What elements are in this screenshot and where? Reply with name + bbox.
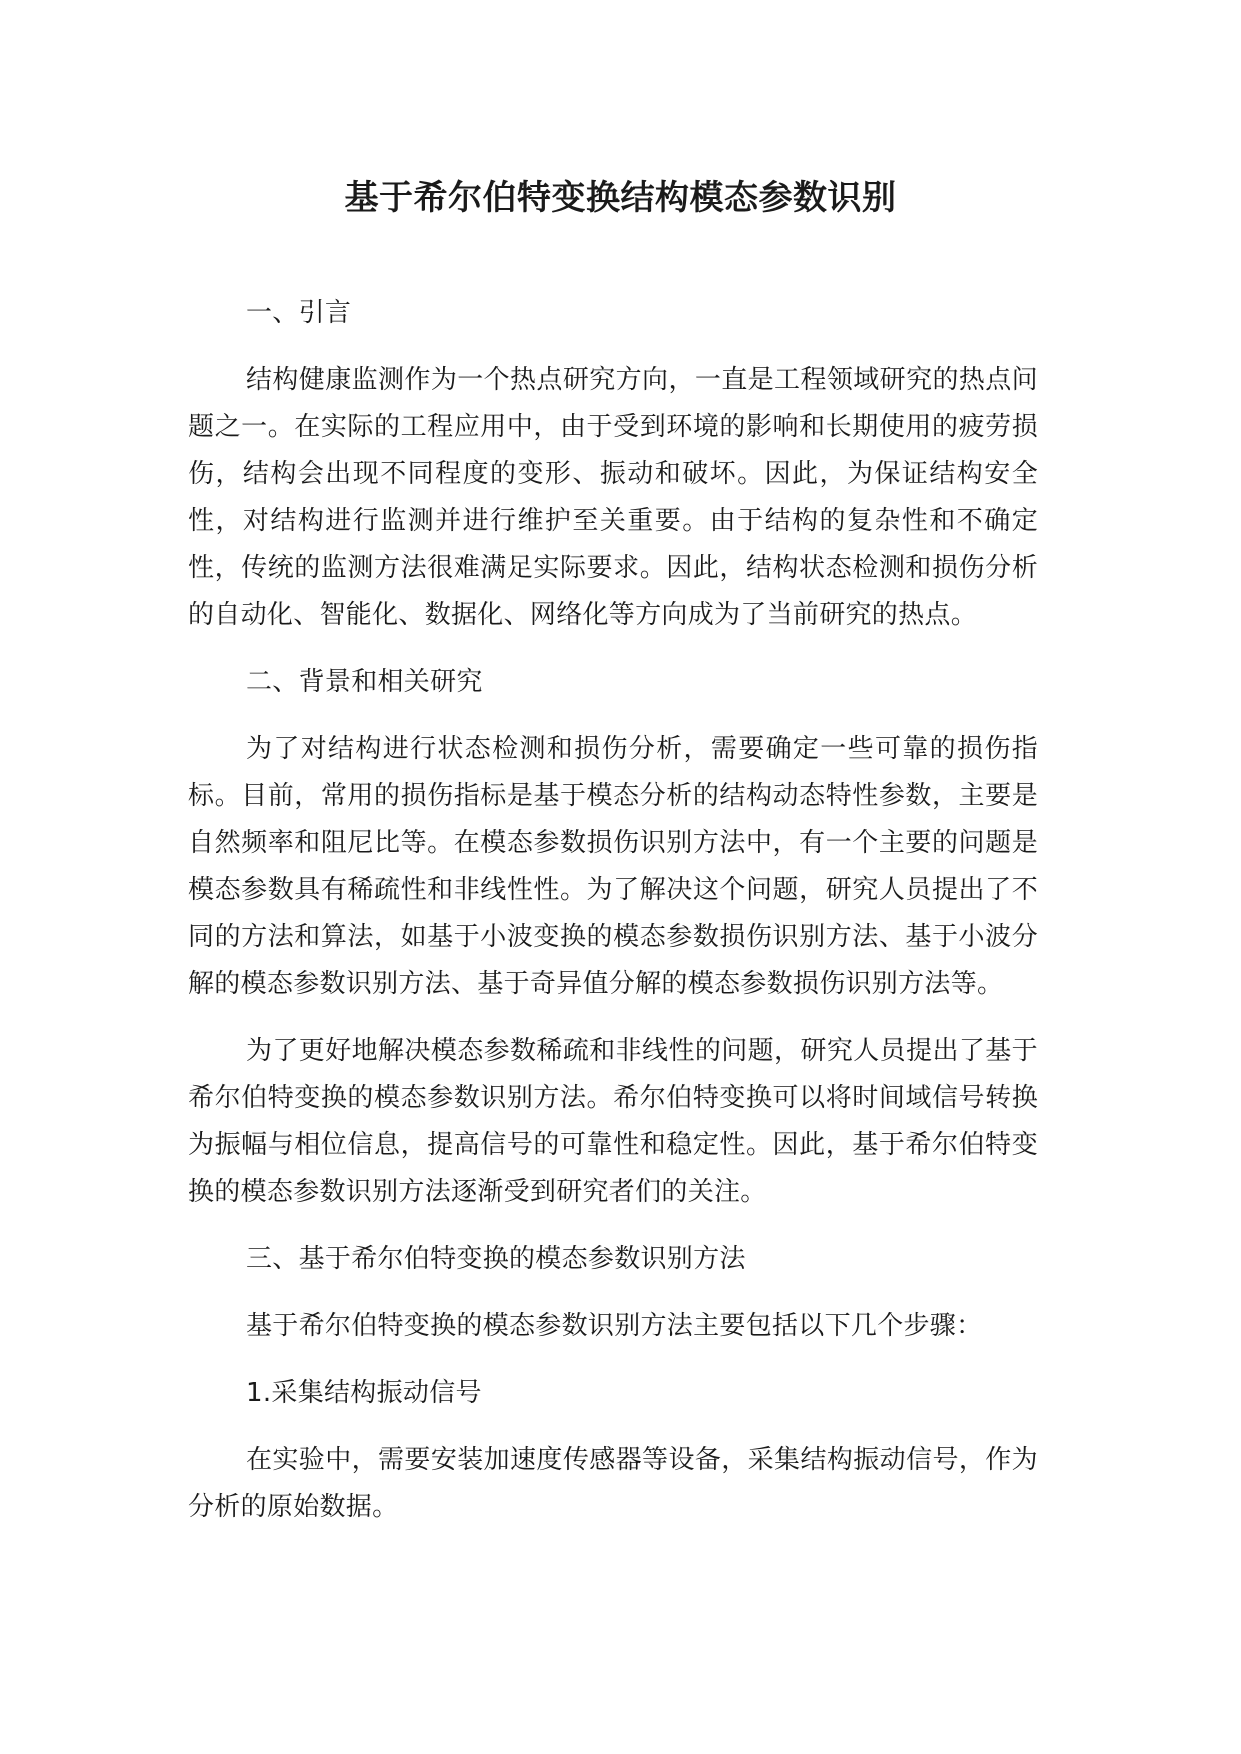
section-heading-method: 三、基于希尔伯特变换的模态参数识别方法: [246, 1244, 746, 1274]
document-title: 基于希尔伯特变换结构模态参数识别: [344, 178, 897, 218]
document-body: [188, 290, 1038, 1551]
paragraph-background-2: 为了更好地解决模态参数稀疏和非线性的问题，研究人员提出了基于希尔伯特变换的模态参数识别方法。希尔伯特变换可以将时间域信号转换为振幅与相位信息，提高信号的可靠性和稳定性。因此，基于希尔伯特变换的模态参数识别方法逐渐受到研究者们的关注。: [188, 1036, 1038, 1207]
subheading-step-1: 1.采集结构振动信号: [246, 1378, 482, 1408]
section-heading-intro: 一、引言: [246, 298, 352, 328]
paragraph-intro: 结构健康监测作为一个热点研究方向，一直是工程领域研究的热点问题之一。在实际的工程应用中，由于受到环境的影响和长期使用的疲劳损伤，结构会出现不同程度的变形、振动和破坏。因此，为保证结构安全性，对结构进行监测并进行维护至关重要。由于结构的复杂性和不确定性，传统的监测方法很难满足实际要求。因此，结构状态检测和损伤分析的自动化、智能化、数据化、网络化等方向成为了当前研究的热点。: [188, 365, 1038, 630]
paragraph-background-1: 为了对结构进行状态检测和损伤分析，需要确定一些可靠的损伤指标。目前，常用的损伤指标是基于模态分析的结构动态特性参数，主要是自然频率和阻尼比等。在模态参数损伤识别方法中，有一个主要的问题是模态参数具有稀疏性和非线性性。为了解决这个问题，研究人员提出了不同的方法和算法，如基于小波变换的模态参数损伤识别方法、基于小波分解的模态参数识别方法、基于奇异值分解的模态参数损伤识别方法等。: [188, 734, 1038, 999]
paragraph-method-intro: 基于希尔伯特变换的模态参数识别方法主要包括以下几个步骤：: [246, 1311, 983, 1341]
section-heading-background: 二、背景和相关研究: [246, 667, 483, 697]
paragraph-step-1: 在实验中，需要安装加速度传感器等设备，采集结构振动信号，作为分析的原始数据。: [188, 1445, 1038, 1522]
